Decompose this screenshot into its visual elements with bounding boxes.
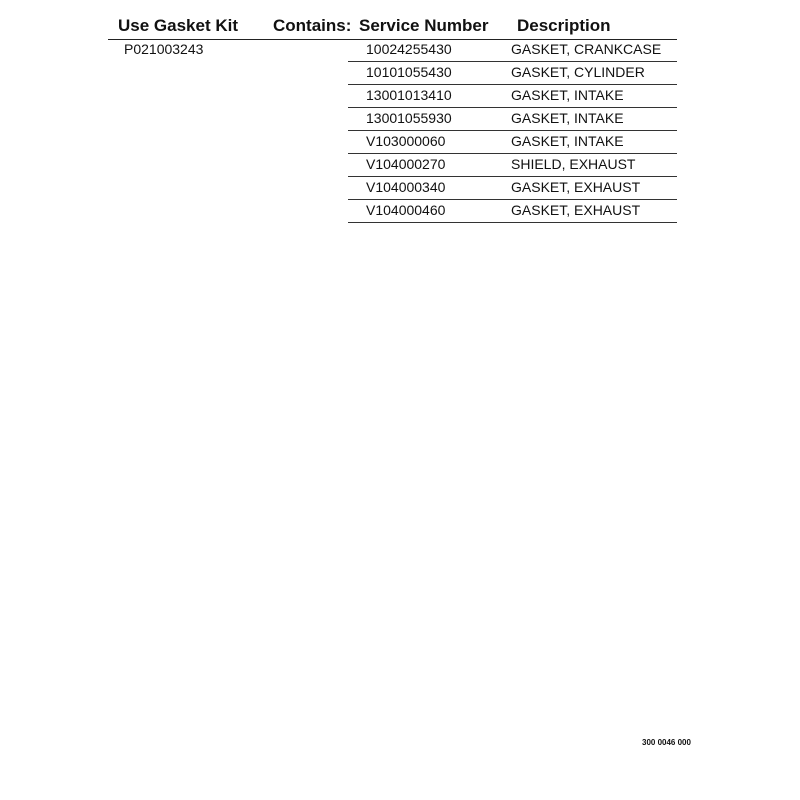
- table-row: [348, 154, 677, 177]
- service-number-cell: V103000060: [366, 133, 446, 149]
- description-cell: GASKET, INTAKE: [511, 87, 624, 103]
- document-code: 300 0046 000: [642, 738, 691, 747]
- description-cell: GASKET, CRANKCASE: [511, 41, 662, 57]
- service-number-cell: 13001055930: [366, 110, 452, 126]
- service-number-cell: V104000460: [366, 202, 446, 218]
- table-row: [348, 200, 677, 223]
- service-number-cell: V104000270: [366, 156, 446, 172]
- table-row: [348, 39, 677, 62]
- service-number-cell: V104000340: [366, 179, 446, 195]
- service-number-cell: 13001013410: [366, 87, 452, 103]
- description-cell: GASKET, CYLINDER: [511, 64, 645, 80]
- table-row: [348, 177, 677, 200]
- header-contains: Contains:: [273, 16, 352, 35]
- header-service-number: Service Number: [359, 16, 489, 35]
- kit-number: P021003243: [124, 41, 204, 57]
- header-description: Description: [517, 16, 611, 35]
- table-row: [348, 85, 677, 108]
- table-row: [348, 62, 677, 85]
- description-cell: GASKET, INTAKE: [511, 110, 624, 126]
- service-number-cell: 10024255430: [366, 41, 452, 57]
- table-row: [348, 131, 677, 154]
- description-cell: GASKET, EXHAUST: [511, 202, 641, 218]
- table-row: [348, 108, 677, 131]
- description-cell: GASKET, EXHAUST: [511, 179, 641, 195]
- header-use-gasket-kit: Use Gasket Kit: [118, 16, 238, 35]
- description-cell: SHIELD, EXHAUST: [511, 156, 636, 172]
- description-cell: GASKET, INTAKE: [511, 133, 624, 149]
- service-number-cell: 10101055430: [366, 64, 452, 80]
- parts-list: [348, 39, 677, 223]
